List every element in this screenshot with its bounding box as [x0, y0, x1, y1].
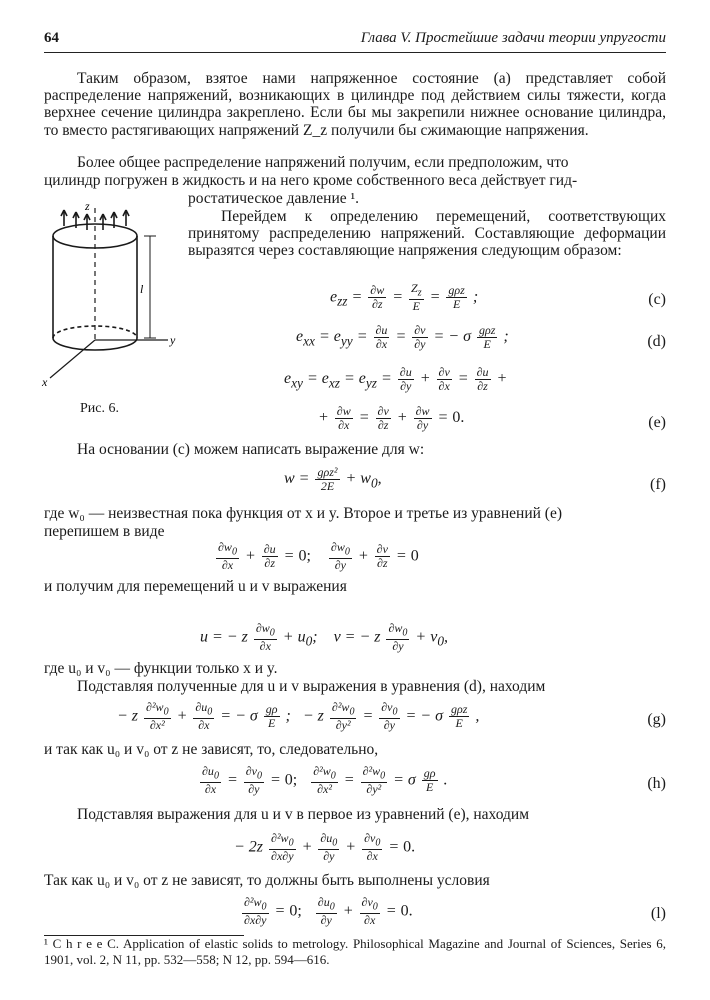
equation-e-line-2: + $\frac{\partial w}{\partial x}$ = $\frac{\partial v}{\partial z}$ + $\frac{\partial w}{\partial y}$ = 0.: [318, 404, 465, 432]
axis-y-label: y: [170, 333, 176, 347]
equation-displacements: u = − z $\frac{\partial w_0}{\partial x}$ + $u_0$; v = − z $\frac{\partial w_0}{\partial y}$ + $v_0$,: [200, 621, 448, 654]
paragraph-7: где u₀ и v₀ — функции только x и y.: [44, 660, 278, 677]
figure-caption: Рис. 6.: [80, 401, 119, 416]
paragraph-2-line-3: ростатическое давление ¹.: [188, 190, 360, 207]
paragraph-5-line-1: где w₀ — неизвестная пока функция от x и y. Второе и третье из уравнений (e): [44, 505, 562, 522]
equation-h: $\frac{\partial u_0}{\partial x}$ = $\frac{\partial v_0}{\partial y}$ = 0; $\frac{\partial^2w_0}{\text{∂x²}}$ = $\frac{\partial^2w_0}{\text{∂y²}}$ = σ $\frac{g\rho}{E}$ .: [202, 764, 448, 797]
paragraph-4: На основании (c) можем написать выражение для w:: [77, 441, 425, 458]
header-rule: [44, 52, 666, 53]
equation-number-g: (g): [647, 711, 666, 728]
length-label: l: [140, 282, 144, 296]
paragraph-6: и получим для перемещений u и v выражения: [44, 578, 347, 595]
equation-l: $\frac{\partial^2w_0}{\partial x\partial y}$ = 0; $\frac{\partial u_0}{\partial y}$ + $\frac{\partial v_0}{\partial x}$ = 0.: [244, 895, 413, 928]
running-title: Глава V. Простейшие задачи теории упругости: [360, 30, 666, 46]
paragraph-9: и так как u₀ и v₀ от z не зависят, то, следовательно,: [44, 741, 379, 758]
paragraph-5-line-2: перепишем в виде: [44, 523, 165, 540]
axis-x-label: x: [42, 375, 48, 389]
equation-number-h: (h): [647, 775, 666, 792]
axis-z-label: z: [85, 199, 90, 213]
equation-number-l: (l): [650, 905, 666, 922]
equation-number-e: (e): [648, 414, 666, 431]
paragraph-11: Так как u₀ и v₀ от z не зависят, то должны быть выполнены условия: [44, 872, 490, 889]
paragraph-2-line-1: Более общее распределение напряжений получим, если предположим, что: [77, 154, 569, 171]
equation-number-f: (f): [650, 476, 666, 493]
paragraph-3: Перейдем к определению перемещений, соответствующих принятому распределению напряжений. Составляющие деформации выразятся через составляющие напряжения следующим образом:: [188, 208, 666, 260]
equation-g: − z $\frac{\partial^2w_0}{\text{∂x²}}$ + $\frac{\partial u_0}{\partial x}$ = − σ $\frac{g\rho}{E}$ ; − z $\frac{\partial^2w_0}{\text{∂y²}}$ = $\frac{\partial v_0}{\partial y}$ = − σ $\frac{\text{gρz}}{E}$ ,: [117, 700, 480, 733]
page-header: [44, 30, 666, 52]
paragraph-10: Подставляя выражения для u и v в первое из уравнений (e), находим: [77, 806, 530, 823]
page-number: 64: [44, 30, 59, 46]
equation-c: $e_{zz}$ = $\frac{\partial w}{\partial z}$ = $\frac{Z_z}{E}$ = $\frac{\text{gρz}}{E}$ ;: [330, 281, 479, 314]
equation-e-line-1: $e_{xy} = e_{xz} = e_{yz}$ = $\frac{\partial u}{\partial y}$ + $\frac{\partial v}{\partial x}$ = $\frac{\partial u}{\partial z}$ +: [284, 365, 508, 393]
equation-number-c: (c): [648, 291, 666, 308]
paragraph-2-line-2: цилиндр погружен в жидкость и на него кроме собственного веса действует гид-: [44, 172, 578, 189]
equation-rewritten: $\frac{\partial w_0}{\partial x}$ + $\frac{\partial u}{\partial z}$ = 0; $\frac{\partial w_0}{\partial y}$ + $\frac{\partial v}{\partial z}$ = 0: [218, 540, 419, 573]
figure-6-cylinder: [40, 198, 190, 398]
equation-d: $e_{xx} = e_{yy}$ = $\frac{\partial u}{\partial x}$ = $\frac{\partial v}{\partial y}$ = − σ $\frac{\text{gρz}}{E}$ ;: [296, 323, 509, 351]
paragraph-1: Таким образом, взятое нами напряженное состояние (а) представляет собой распределение напряжений, возникающих в цилиндре под действием силы тяжести, когда верхнее сечение цилиндра закреплено. Если бы мы закрепили нижнее основание цилиндра, то вместо растягивающих напряжений Z_z получили бы сжимающие напряжения.: [44, 70, 666, 139]
equation-number-d: (d): [647, 333, 666, 350]
footnote: ¹ C h r e e C. Application of elastic solids to metrology. Philosophical Magazine and Journal of Sciences, Series 6, 1901, vol. 2, N 11, pp. 532—558; N 12, pp. 594—616.: [44, 936, 666, 967]
equation-mixed: − 2z $\frac{\partial^2w_0}{\partial x\partial y}$ + $\frac{\partial u_0}{\partial y}$ + $\frac{\partial v_0}{\partial x}$ = 0.: [234, 831, 416, 864]
paragraph-8: Подставляя полученные для u и v выражения в уравнения (d), находим: [77, 678, 546, 695]
equation-f: w = $\frac{\text{gρz²}}{2E}$ + $w_0$,: [284, 465, 382, 493]
